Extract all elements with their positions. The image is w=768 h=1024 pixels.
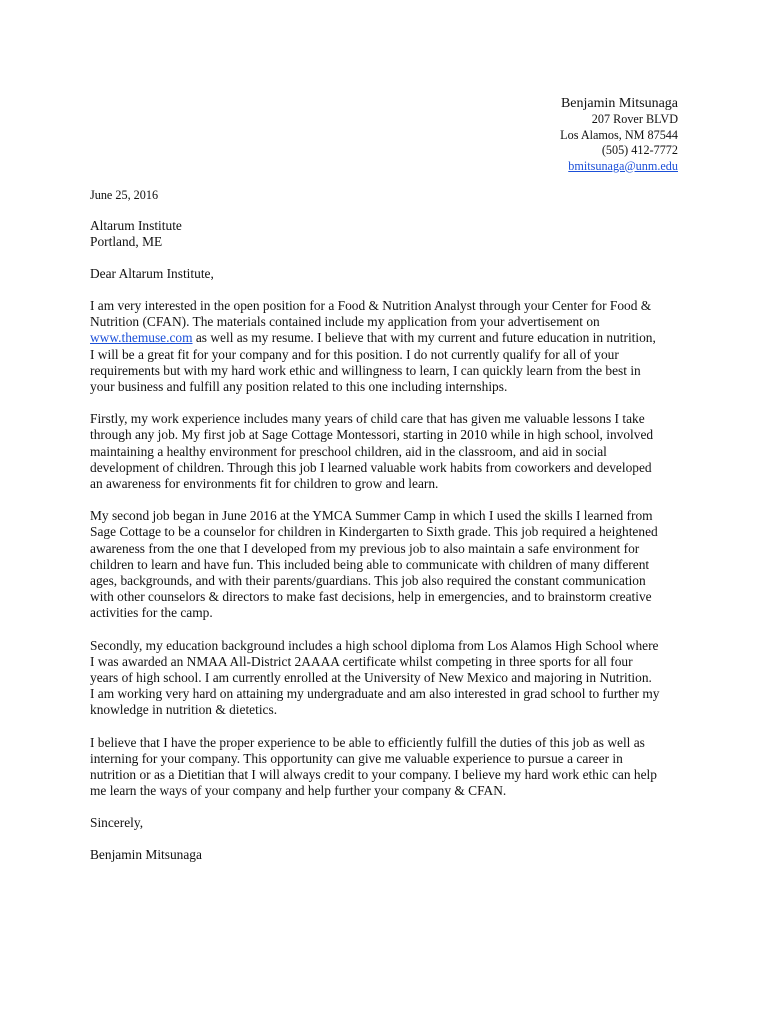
themuse-link[interactable]: www.themuse.com (90, 330, 193, 346)
paragraph-work-experience: Firstly, my work experience includes many years of child care that has given me valuable lessons I take through any job. My first job at Sage Cottage Montessori, starting in 2010 while in high school, involved maintaining a healthy environment for preschool children, aid in the classroom, and aid in social development of children. Through this job I learned valuable work habits from coworkers and developed an awareness for environments fit for children to grow and learn. (90, 411, 654, 492)
letter-body (90, 218, 682, 863)
closing: Sincerely, (90, 815, 144, 831)
paragraph-second-job: My second job began in June 2016 at the YMCA Summer Camp in which I used the skills I learned from Sage Cottage to be a counselor for children in Kindergarten to Sixth grade. This job required a heightened awareness from the one that I developed from my previous job to also maintain a safe environment for children to learn and have fun. This included being able to communicate with children of many different ages, backgrounds, and with their parents/guardians. This job also required the constant communication with other counselors & directors to make fast decisions, help in emergencies, and to brainstorm creative activities for the camp. (90, 508, 658, 621)
paragraph-intro (90, 298, 682, 395)
sender-block (560, 95, 678, 174)
sender-phone: (505) 412-7772 (601, 143, 678, 157)
sender-city: Los Alamos, NM 87544 (560, 127, 678, 142)
paragraph-intro-part-a: I am very interested in the open position for a Food & Nutrition Analyst through your Center for Food & Nutrition (CFAN). The materials contained include my application from your advertisement on (90, 298, 652, 330)
paragraph-conclusion: I believe that I have the proper experience to be able to efficiently fulfill the duties of this job as well as interning for your company. This opportunity can give me valuable experience to pursue a career in nutrition or as a Dietitian that I will always credit to your company. I believe my hard work ethic can help me learn the ways of your company and help further your company & CFAN. (90, 734, 657, 799)
paragraph-education: Secondly, my education background includes a high school diploma from Los Alamos High School where I was awarded an NMAA All-District 2AAAA certificate whilst competing in three sports for all four years of high school. I am currently enrolled at the University of New Mexico and majoring in Nutrition. I am working very hard on attaining my undergraduate and am also interested in grad school to further my knowledge in nutrition & dietetics. (90, 637, 660, 718)
recipient-location: Portland, ME (90, 234, 163, 249)
letter-date: June 25, 2016 (90, 188, 159, 202)
signature-name: Benjamin Mitsunaga (90, 847, 202, 863)
recipient-org: Altarum Institute (90, 218, 182, 233)
sender-email-link[interactable]: bmitsunaga@unm.edu (568, 158, 678, 173)
salutation: Dear Altarum Institute, (90, 266, 214, 281)
recipient-block (90, 218, 682, 250)
paragraph-intro-part-b: as well as my resume. I believe that with my current and future education in nutrition, I will be a great fit for your company and for this position. I do not currently qualify for all of your requirements but with my hard work ethic and willingness to learn, I can quickly learn from the best in your business and fulfill any position related to this one including internships. (90, 330, 656, 395)
sender-address: 207 Rover BLVD (591, 112, 678, 126)
sender-name: Benjamin Mitsunaga (560, 96, 678, 111)
